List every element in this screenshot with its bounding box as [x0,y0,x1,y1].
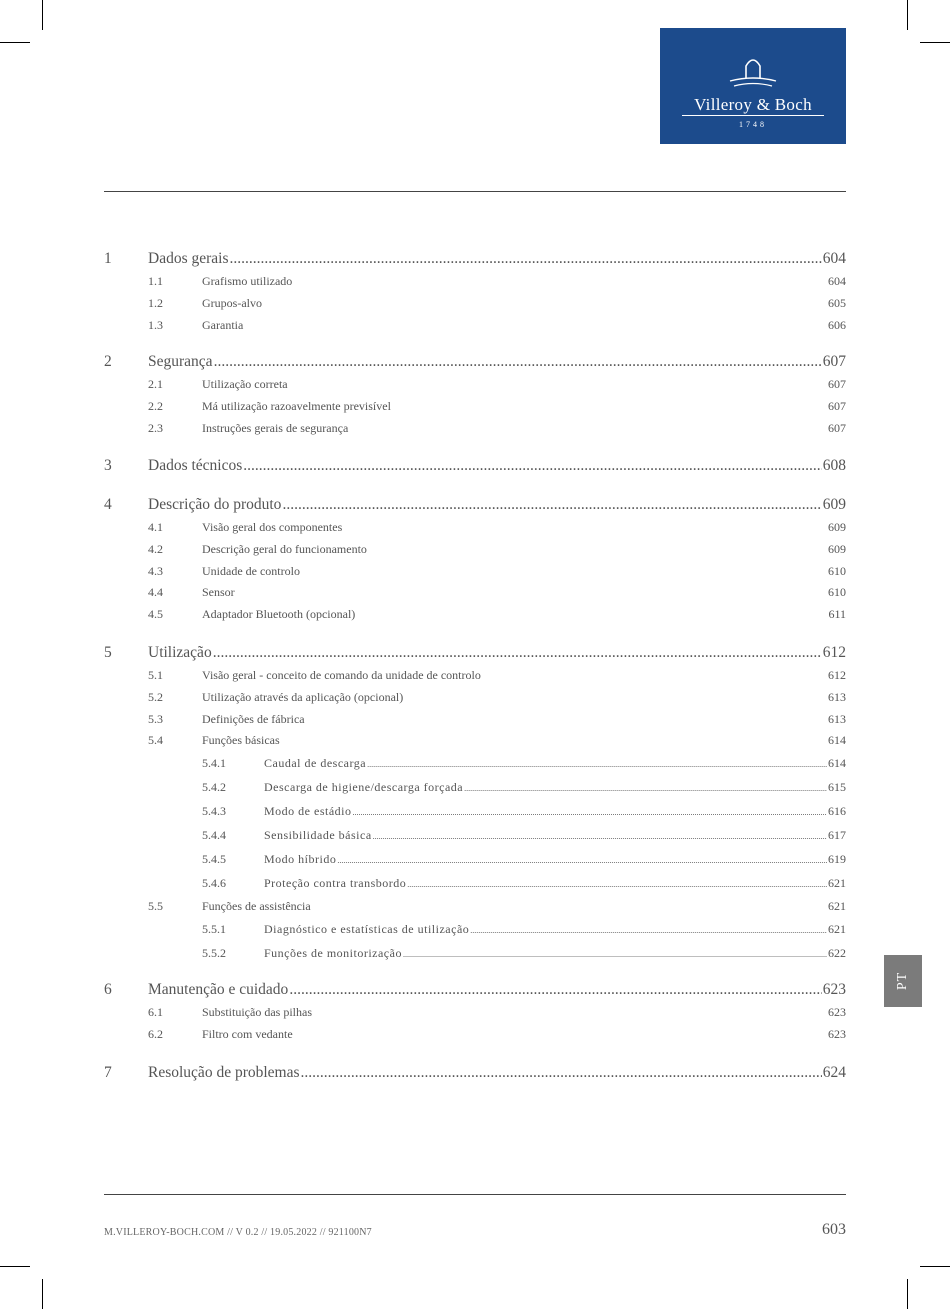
toc-page: 613 [828,689,846,704]
toc-leader [403,950,827,959]
toc-leader [282,496,821,514]
toc-number: 2.2 [148,398,163,413]
toc-page: 621 [828,922,846,936]
toc-number: 5.4.6 [202,876,226,891]
toc-number: 5 [104,644,112,661]
toc-title: Descrição do produto [148,496,282,513]
toc-number: 5.4.2 [202,780,226,795]
crop-mark [42,1279,43,1309]
toc-page: 610 [828,585,846,600]
toc-page: 607 [822,353,846,370]
toc-number: 2 [104,353,112,370]
toc-number: 4.4 [148,585,163,600]
toc-number: 4.3 [148,563,163,578]
toc-title: Proteção contra transbordo [264,876,407,891]
toc-section[interactable] [148,421,846,436]
toc-number: 1.3 [148,317,163,332]
toc-page: 607 [828,377,846,391]
brand-name: Villeroy & Boch [694,95,812,114]
toc-title: Grafismo utilizado [202,274,293,288]
toc-number: 4.1 [148,520,163,534]
toc-leader [373,832,827,841]
toc-number: 1.2 [148,295,163,310]
toc-title: Má utilização razoavelmente previsível [202,398,391,413]
toc-page: 608 [822,457,846,474]
page-number: 603 [822,1221,846,1238]
toc-leader [470,926,827,935]
crop-mark [0,1266,30,1267]
toc-subsection[interactable] [202,804,846,819]
toc-leader [407,880,827,889]
toc-number: 3 [104,457,112,474]
toc-page: 609 [828,520,846,534]
toc-title: Diagnóstico e estatísticas de utilização [264,922,470,936]
toc-section[interactable] [148,899,846,914]
toc-section[interactable] [148,377,846,392]
toc-number: 5.2 [148,689,163,704]
toc-section[interactable] [148,607,846,622]
toc-page: 622 [828,946,846,960]
toc-chapter[interactable] [104,981,846,999]
toc-title: Grupos-alvo [202,295,262,310]
toc-section[interactable] [148,668,846,683]
toc-title: Modo híbrido [264,852,337,867]
toc-title: Filtro com vedante [202,1026,293,1041]
toc-title: Sensibilidade básica [264,828,372,843]
toc-page: 619 [828,852,846,867]
crop-mark [0,42,30,43]
footer-text: M.VILLEROY-BOCH.COM // V 0.2 // 19.05.2022 // 921100N7 [104,1227,372,1238]
toc-leader [243,457,821,475]
toc-number: 1.1 [148,274,163,288]
toc-section[interactable] [148,296,846,311]
toc-title: Sensor [202,585,235,600]
toc-number: 5.4.3 [202,804,226,819]
toc-title: Descrição geral do funcionamento [202,541,367,556]
toc-page: 613 [828,711,846,726]
toc-number: 5.5.1 [202,922,226,936]
toc-section[interactable] [148,542,846,557]
toc-subsection[interactable] [202,922,846,937]
toc-title: Definições de fábrica [202,711,305,726]
toc-section[interactable] [148,733,846,748]
toc-leader [367,760,827,769]
toc-page: 615 [828,780,846,795]
toc-leader [213,644,822,662]
toc-page: 611 [828,607,846,622]
toc-leader [214,353,822,371]
toc-subsection[interactable] [202,852,846,867]
toc-leader [464,784,827,793]
toc-title: Visão geral dos componentes [202,520,343,534]
toc-number: 5.4 [148,733,163,748]
toc-number: 5.5 [148,899,163,914]
toc-number: 5.4.1 [202,756,226,771]
toc-title: Garantia [202,317,244,332]
toc-page: 616 [828,804,846,819]
toc-number: 5.4.5 [202,852,226,867]
bottom-rule [104,1194,846,1195]
toc-page: 612 [822,644,846,661]
toc-chapter[interactable] [104,250,846,268]
toc-number: 4.2 [148,541,163,556]
toc-subsection[interactable] [202,946,846,961]
toc-page: 614 [828,756,846,771]
toc-title: Utilização correta [202,377,288,391]
toc-page: 610 [828,563,846,578]
toc-page: 609 [822,496,846,513]
toc-page: 607 [828,420,846,435]
toc-leader [353,808,828,817]
toc-subsection[interactable] [202,876,846,891]
toc-chapter[interactable] [104,496,846,514]
toc-title: Modo de estádio [264,804,352,819]
toc-leader [337,856,827,865]
toc-page: 614 [828,733,846,748]
toc-section[interactable] [148,712,846,727]
toc-title: Utilização [148,644,212,661]
toc-section[interactable] [148,1027,846,1042]
toc-number: 5.5.2 [202,946,226,960]
crop-mark [907,1279,908,1309]
brand-year: 1748 [739,120,767,129]
toc-page: 623 [828,1005,846,1019]
toc-number: 2.3 [148,420,163,435]
toc-page: 624 [822,1064,846,1081]
toc-title: Caudal de descarga [264,756,367,771]
toc-title: Adaptador Bluetooth (opcional) [202,607,356,622]
toc-section[interactable] [148,1005,846,1020]
toc-page: 617 [828,828,846,843]
toc-number: 5.4.4 [202,828,226,843]
toc-page: 604 [822,250,846,267]
toc-leader [230,250,822,268]
toc-number: 2.1 [148,377,163,391]
language-tab[interactable] [884,955,922,1007]
toc-page: 605 [828,295,846,310]
toc-number: 4.5 [148,607,163,622]
toc-title: Instruções gerais de segurança [202,420,349,435]
toc-section[interactable] [148,520,846,535]
toc-chapter[interactable] [104,457,846,475]
toc-section[interactable] [148,274,846,289]
toc-page: 606 [828,317,846,332]
crop-mark [907,0,908,30]
brand-logo [660,28,846,144]
toc-section[interactable] [148,585,846,600]
toc-title: Utilização através da aplicação (opcional) [202,689,404,704]
toc-number: 5.3 [148,711,163,726]
toc-number: 4 [104,496,112,513]
toc-number: 7 [104,1064,112,1081]
toc-title: Funções de monitorização [264,946,402,960]
toc-chapter[interactable] [104,1064,846,1082]
toc-section[interactable] [148,399,846,414]
toc-subsection[interactable] [202,756,846,771]
toc-number: 6.2 [148,1026,163,1041]
toc-number: 6.1 [148,1005,163,1019]
toc-number: 6 [104,981,112,998]
toc-title: Manutenção e cuidado [148,981,289,998]
top-rule [104,191,846,192]
toc-title: Segurança [148,353,213,370]
toc-page: 607 [828,398,846,413]
crop-mark [42,0,43,30]
toc-title: Unidade de controlo [202,563,300,578]
toc-title: Resolução de problemas [148,1064,300,1081]
toc-title: Descarga de higiene/descarga forçada [264,780,464,795]
toc-page: 604 [828,274,846,288]
toc-chapter[interactable] [104,353,846,371]
brand-underline [682,115,824,116]
toc-page: 621 [828,876,846,891]
toc-number: 5.1 [148,668,163,682]
toc-title: Funções básicas [202,733,280,748]
toc-title: Visão geral - conceito de comando da unidade de controlo [202,668,481,682]
toc-section[interactable] [148,690,846,705]
toc-page: 621 [828,899,846,914]
crop-mark [920,42,950,43]
toc-page: 612 [828,668,846,682]
toc-title: Dados técnicos [148,457,243,474]
toc-title: Dados gerais [148,250,229,267]
crop-mark [920,1266,950,1267]
toc-title: Funções de assistência [202,899,311,914]
toc-section[interactable] [148,318,846,333]
toc-number: 1 [104,250,112,267]
toc-leader [301,1064,822,1082]
toc-subsection[interactable] [202,828,846,843]
language-tab-label: PT [895,971,910,991]
toc-page: 609 [828,541,846,556]
toc-page: 623 [822,981,846,998]
toc-subsection[interactable] [202,780,846,795]
toc-title: Substituição das pilhas [202,1005,312,1019]
toc-chapter[interactable] [104,644,846,662]
toc-section[interactable] [148,564,846,579]
toc-page: 623 [828,1026,846,1041]
toc-leader [289,981,821,999]
